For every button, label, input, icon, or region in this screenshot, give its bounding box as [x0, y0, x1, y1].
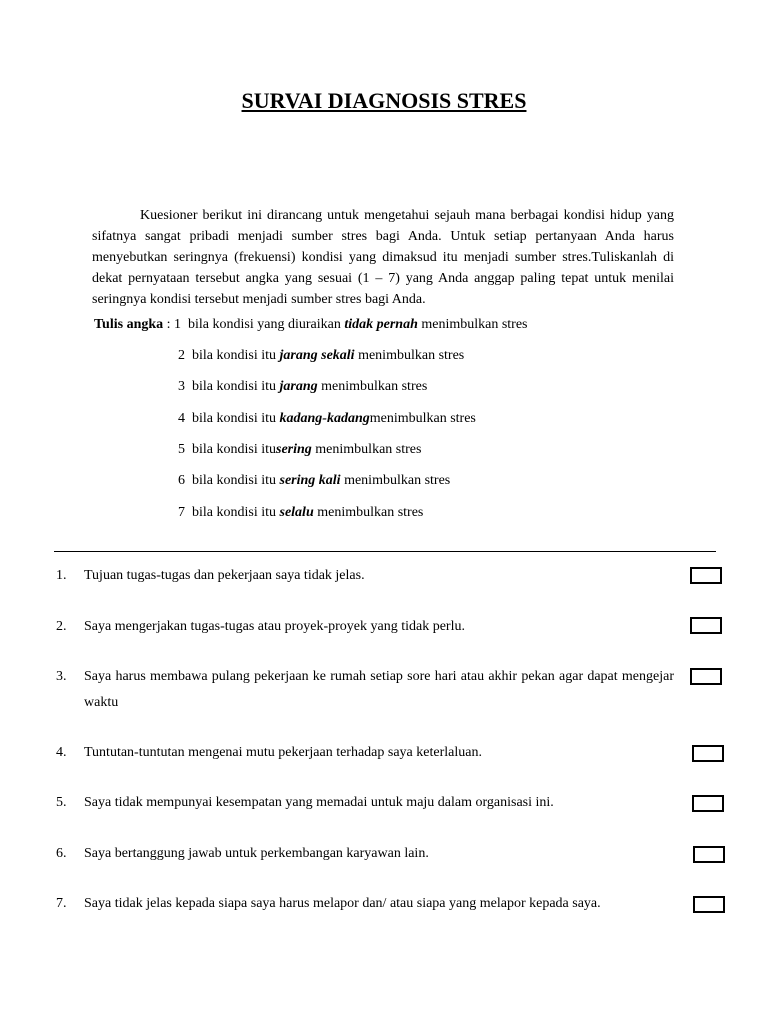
scale-post: menimbulkan stres [317, 379, 428, 394]
scale-post: menimbulkan stres [311, 442, 422, 457]
scale-num: 6 [178, 473, 185, 488]
question-text: Saya bertanggung jawab untuk perkembangan karyawan lain. [84, 846, 429, 861]
question-number: 2. [56, 619, 67, 634]
answer-box-3[interactable] [690, 668, 722, 685]
scale-num: 7 [178, 505, 185, 520]
scale-pre: bila kondisi itu [192, 411, 280, 426]
intro-paragraph [92, 205, 674, 310]
question-number: 3. [56, 669, 67, 684]
scale-pre: bila kondisi itu [192, 348, 280, 363]
scale-pre: bila kondisi itu [192, 473, 280, 488]
scale-keyword: jarang [279, 379, 318, 394]
question-number: 7. [56, 896, 67, 911]
scale-keyword: kadang-kadang [279, 411, 370, 426]
scale-keyword: sering kali [279, 473, 341, 488]
scale-row-3 [178, 378, 427, 396]
answer-box-1[interactable] [690, 567, 722, 584]
scale-post: menimbulkan stres [369, 411, 476, 426]
question-text: Tujuan tugas-tugas dan pekerjaan saya tidak jelas. [84, 568, 365, 583]
answer-box-7[interactable] [693, 896, 725, 913]
scale-row-1: Tulis angka : 1 bila kondisi yang diuraikan tidak pernah menimbulkan stres [94, 317, 528, 332]
scale-post: menimbulkan stres [340, 473, 451, 488]
scale-num: 3 [178, 379, 185, 394]
scale-keyword: sering [276, 442, 312, 457]
question-number: 5. [56, 795, 67, 810]
scale-lead: Tulis angka [94, 317, 164, 332]
question-text: Saya mengerjakan tugas-tugas atau proyek-proyek yang tidak perlu. [84, 619, 465, 634]
question-number: 4. [56, 745, 67, 760]
scale-keyword: jarang sekali [279, 348, 355, 363]
scale-num: 2 [178, 348, 185, 363]
page-title: SURVAI DIAGNOSIS STRES [241, 88, 527, 113]
scale-num: 4 [178, 411, 185, 426]
scale-row-5 [178, 441, 421, 459]
question-text: Saya harus membawa pulang pekerjaan ke rumah setiap sore hari atau akhir pekan agar dapat mengejar waktu [84, 669, 674, 710]
question-text: Saya tidak jelas kepada siapa saya harus melapor dan/ atau siapa yang melapor kepada saya. [84, 896, 601, 911]
question-text: Tuntutan-tuntutan mengenai mutu pekerjaan terhadap saya keterlaluan. [84, 745, 482, 760]
scale-keyword: selalu [279, 505, 314, 520]
scale-keyword: tidak pernah [344, 317, 418, 332]
scale-row-7 [178, 504, 423, 522]
answer-box-6[interactable] [693, 846, 725, 863]
answer-box-5[interactable] [692, 795, 724, 812]
answer-box-4[interactable] [692, 745, 724, 762]
question-text: Saya tidak mempunyai kesempatan yang memadai untuk maju dalam organisasi ini. [84, 795, 554, 810]
section-divider [54, 551, 716, 552]
scale-pre: bila kondisi yang diuraikan [188, 317, 345, 332]
scale-pre: bila kondisi itu [192, 505, 280, 520]
scale-row-2 [178, 347, 464, 365]
scale-pre: bila kondisi itu [192, 442, 276, 457]
scale-post: menimbulkan stres [354, 348, 465, 363]
intro-text: Kuesioner berikut ini dirancang untuk mengetahui sejauh mana berbagai kondisi hidup yang sifatnya sangat pribadi menjadi sumber stres bagi Anda. Untuk setiap pertanyaan Anda harus menyebutkan seringnya (frekuensi) kondisi yang dimaksud itu menjadi sumber stres.Tuliskanlah di dekat pernyataan tersebut angka yang sesuai (1 – 7) yang Anda anggap paling tepat untuk menilai seringnya kondisi tersebut menjadi sumber stres bagi Anda. [92, 208, 674, 307]
scale-num: 5 [178, 442, 185, 457]
scale-row-4 [178, 410, 476, 428]
question-number: 1. [56, 568, 67, 583]
answer-box-2[interactable] [690, 617, 722, 634]
scale-row-6 [178, 472, 450, 490]
scale-post: menimbulkan stres [313, 505, 424, 520]
question-number: 6. [56, 846, 67, 861]
scale-pre: bila kondisi itu [192, 379, 280, 394]
scale-post: menimbulkan stres [417, 317, 528, 332]
scale-num: 1 [174, 317, 182, 332]
